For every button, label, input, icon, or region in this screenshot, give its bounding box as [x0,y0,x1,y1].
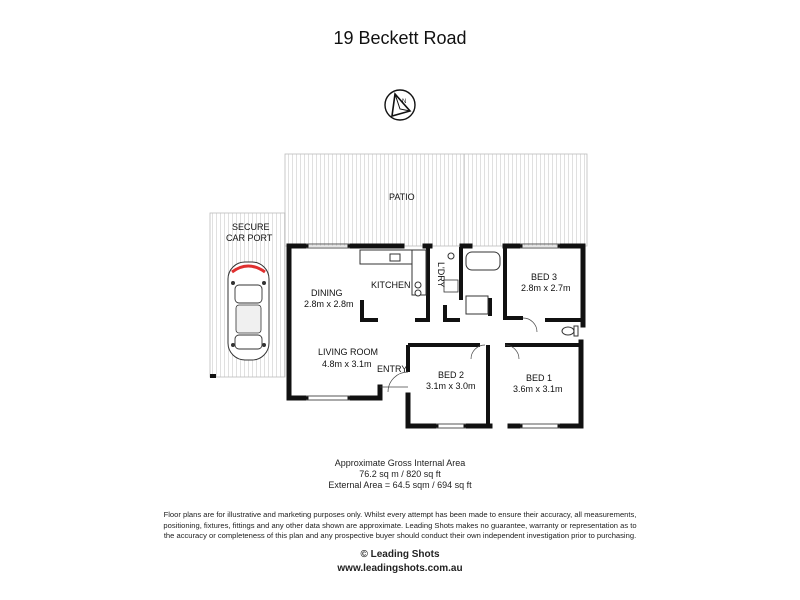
car-icon [228,262,269,360]
dining-label: DINING [311,288,343,298]
living-room-size: 4.8m x 3.1m [322,359,372,369]
area-line-2: 76.2 sq m / 820 sq ft [359,469,441,479]
laundry-label: L'DRY [436,262,446,288]
bed3-label: BED 3 [531,272,558,282]
area-summary [0,458,800,491]
brand-url[interactable]: www.leadingshots.com.au [337,563,463,574]
dining-size: 2.8m x 2.8m [304,299,354,309]
brand-footer [0,548,800,576]
patio-label: PATIO [389,192,415,202]
brand-name: © Leading Shots [360,549,440,560]
windows [306,244,560,428]
kitchen-label: KITCHEN [371,280,411,290]
plan-title: 19 Beckett Road [333,28,467,48]
disclaimer-line-1: Floor plans are for illustrative and marketing purposes only. Whilst every attempt has been made to ensure their accuracy, all measurements, [163,510,637,519]
north-letter: N [402,99,407,105]
bed2-label: BED 2 [438,370,465,380]
carport-label-line1: SECURE [232,222,270,232]
area-line-1: Approximate Gross Internal Area [334,458,466,468]
bed1-size: 3.6m x 3.1m [513,384,563,394]
entry-label: ENTRY [377,364,408,374]
disclaimer-line-3: the accuracy or completeness of this plan and any prospective buyer should conduct their own independent investigation prior to purchasing. [163,531,637,540]
living-room-label: LIVING ROOM [318,347,379,357]
bed3-size: 2.8m x 2.7m [521,283,571,293]
disclaimer [150,510,650,542]
bathroom-fixtures [448,252,578,336]
bed1-label: BED 1 [526,373,553,383]
carport-label-line2: CAR PORT [226,233,273,243]
area-line-3: External Area = 64.5 sqm / 694 sq ft [328,480,472,490]
patio-area [285,154,587,246]
bed2-size: 3.1m x 3.0m [426,381,476,391]
disclaimer-line-2: positioning, fixtures, fittings and any other data shown are approximate. Leading Shots makes no guarantee, warranty or representation as to [163,520,637,530]
